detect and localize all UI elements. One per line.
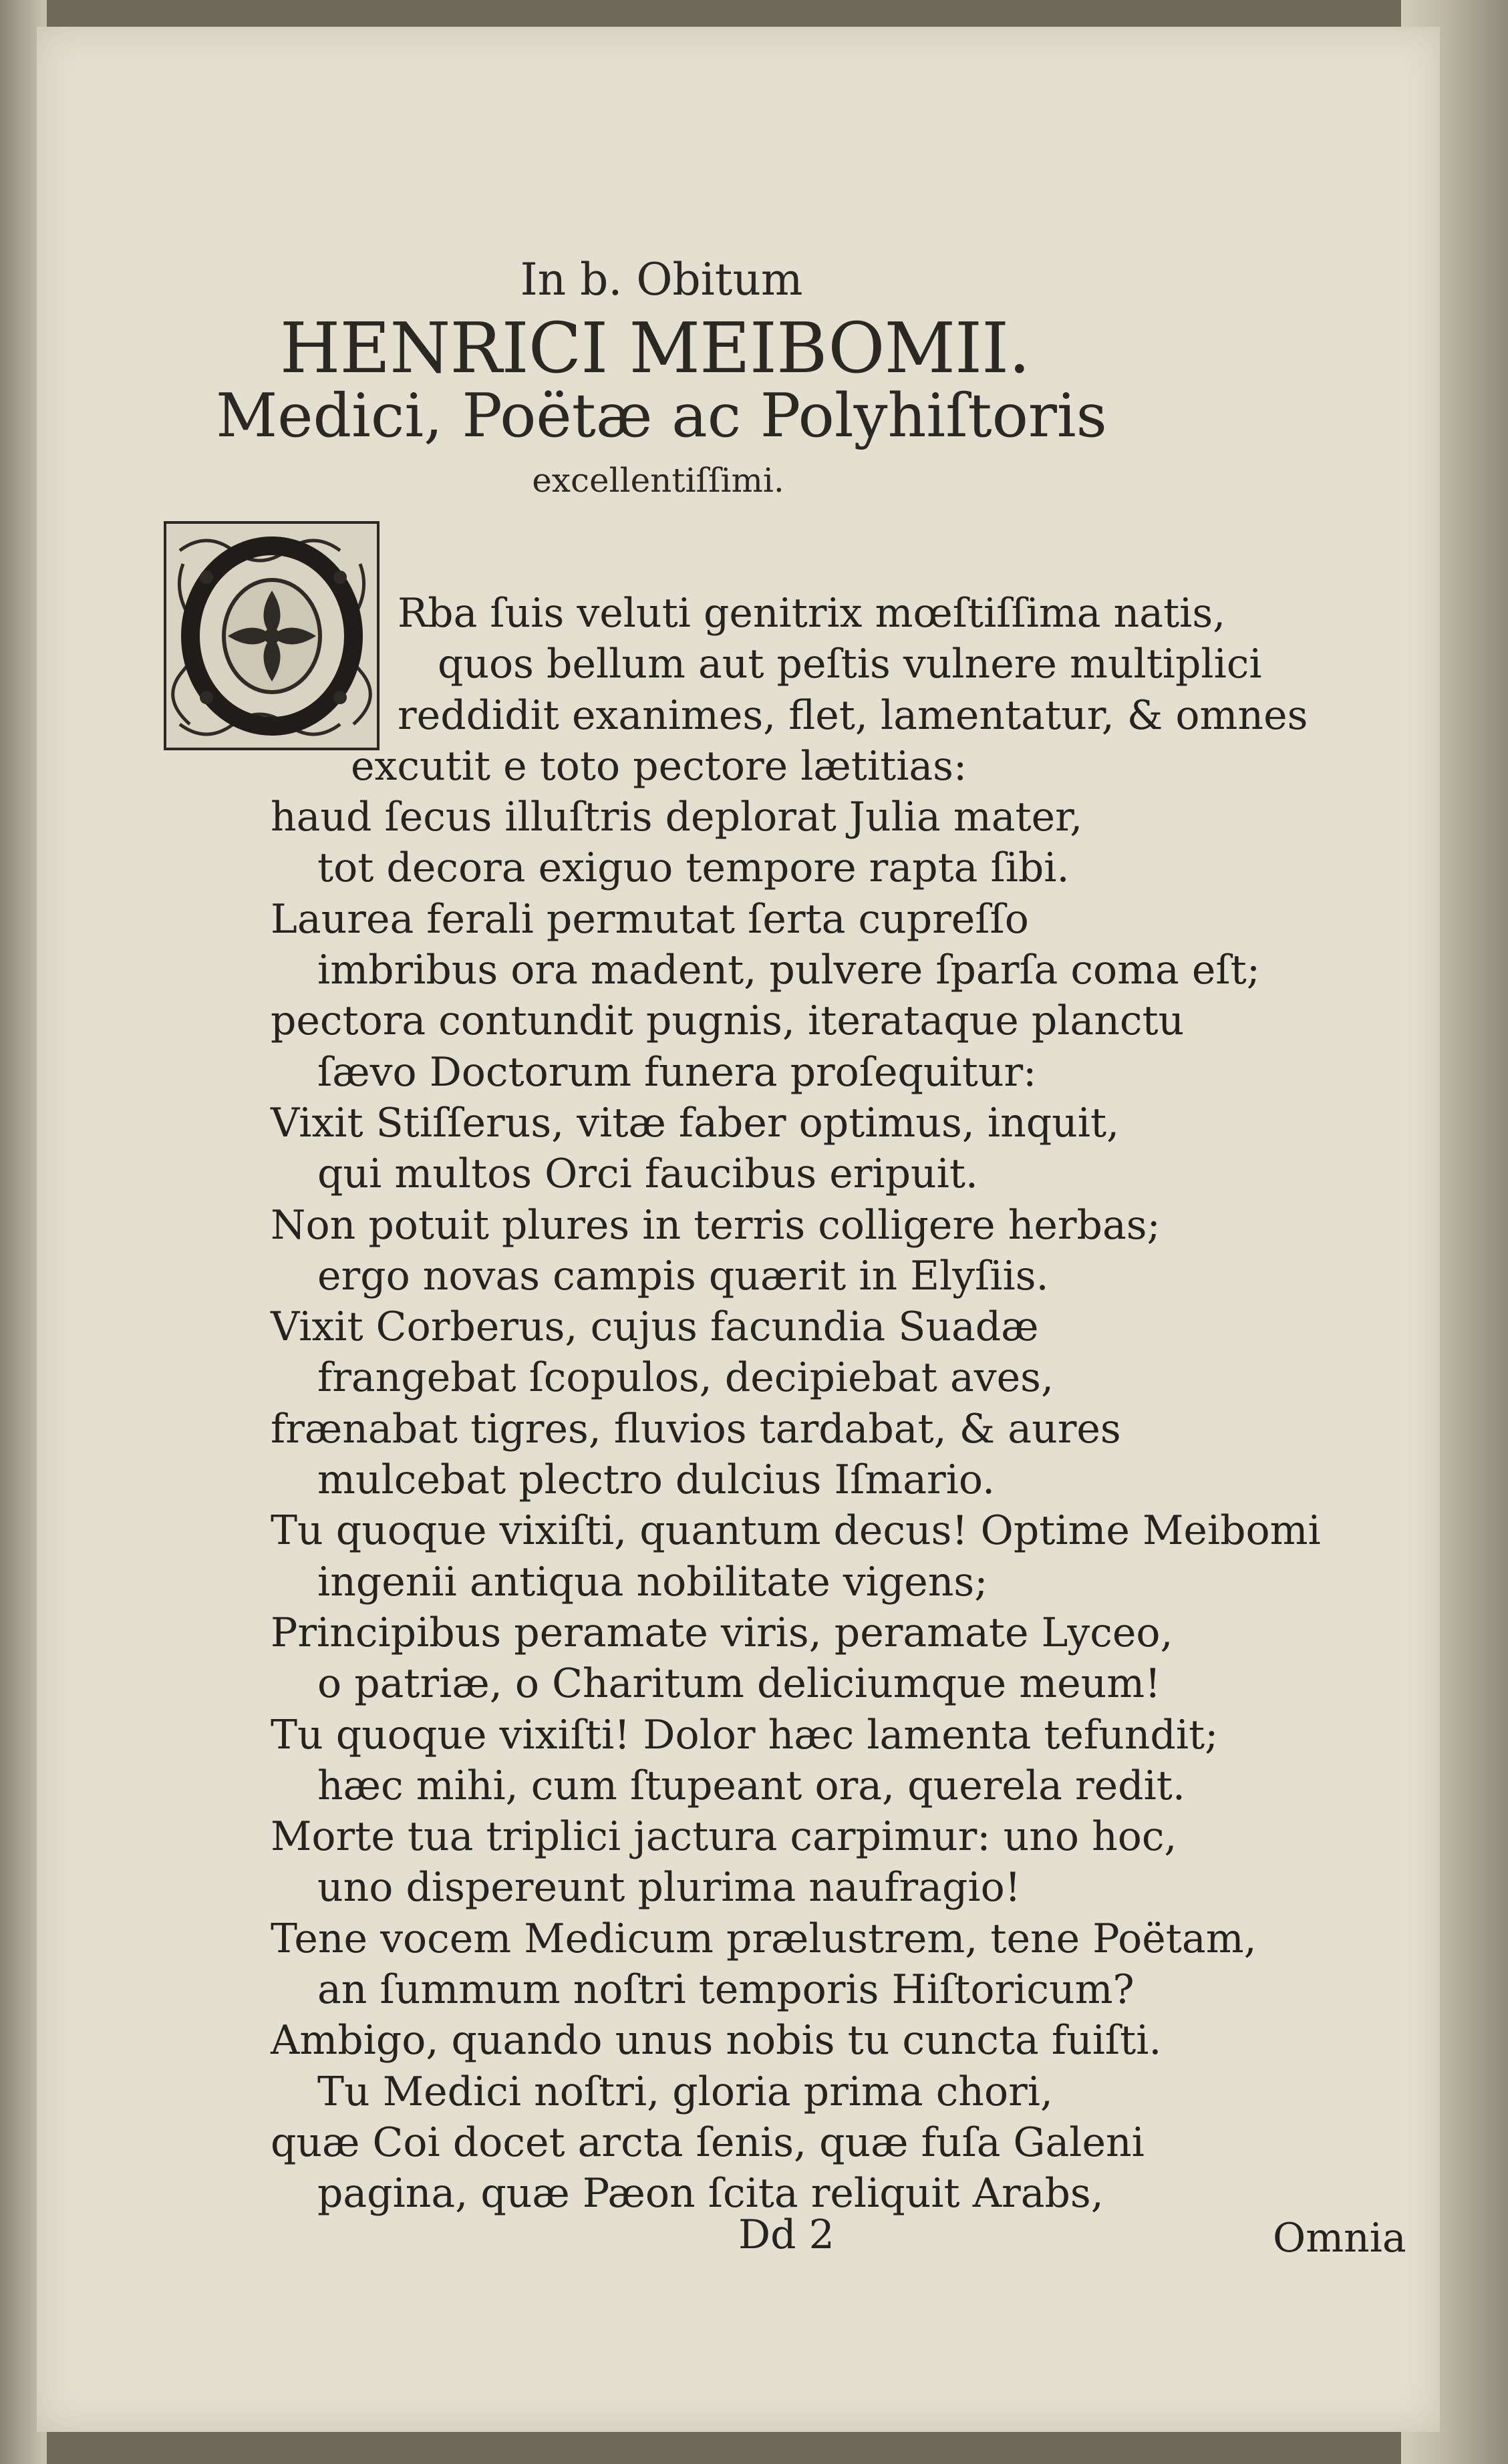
verse-line: pectora contundit pugnis, iterataque planctu <box>271 997 1185 1045</box>
heading-line-3: Medici, Poëtæ ac Polyhiſtoris <box>216 381 1107 451</box>
verse-line: o patriæ, o Charitum deliciumque meum! <box>317 1660 1161 1708</box>
verse-line: imbribus ora madent, pulvere ſparſa coma eſt; <box>317 947 1260 994</box>
verse-line: hæc mihi, cum ſtupeant ora, querela redit. <box>317 1762 1185 1809</box>
verse-line: Vixit Corberus, cujus facundia Suadæ <box>271 1303 1039 1351</box>
verse-line: Vixit Stiſſerus, vitæ faber optimus, inquit, <box>271 1099 1120 1146</box>
signature-mark: Dd 2 <box>738 2211 835 2258</box>
verse-line: pagina, quæ Pæon ſcita reliquit Arabs, <box>317 2170 1104 2217</box>
verse-line: frænabat tigres, fluvios tardabat, & aures <box>271 1405 1121 1452</box>
verse-line: haud ſecus illuſtris deplorat Julia mater, <box>271 794 1083 841</box>
verse-line: Tene vocem Medicum prælustrem, tene Poëtam, <box>271 1915 1257 1962</box>
verse-line: Principibus peramate viris, peramate Lyceo, <box>271 1609 1173 1656</box>
verse-line: quæ Coi docet arcta ſenis, quæ fuſa Galeni <box>271 2119 1145 2166</box>
book-page <box>37 27 1440 2432</box>
verse-line: quos bellum aut peſtis vulnere multiplici <box>438 641 1262 688</box>
poem-verse <box>271 588 1340 2219</box>
heading-line-4: excellentiſſimi. <box>532 461 784 500</box>
verse-line: Morte tua triplici jactura carpimur: uno hoc, <box>271 1813 1177 1861</box>
verse-line: mulcebat plectro dulcius Iſmario. <box>317 1456 996 1504</box>
verse-line: excutit e toto pectore lætitias: <box>351 742 967 790</box>
verse-line: Tu quoque vixiſti, quantum decus! Optime Meibomi <box>271 1507 1321 1555</box>
verse-line: frangebat ſcopulos, decipiebat aves, <box>317 1354 1054 1402</box>
verse-line: uno dispereunt plurima naufragio! <box>317 1864 1021 1911</box>
verse-line: Rba ſuis veluti genitrix mœſtiſſima natis, <box>398 590 1226 637</box>
verse-line: Ambigo, quando unus nobis tu cuncta fuiſti. <box>271 2017 1162 2064</box>
verse-line: Tu quoque vixiſti! Dolor hæc lamenta tefundit; <box>271 1711 1219 1758</box>
verse-line: reddidit exanimes, flet, lamentatur, & omnes <box>398 691 1308 739</box>
verse-line: ingenii antiqua nobilitate vigens; <box>317 1558 988 1605</box>
verse-line: an ſummum noſtri temporis Hiſtoricum? <box>317 1966 1135 2014</box>
verse-line: ergo novas campis quærit in Elyſiis. <box>317 1252 1049 1299</box>
verse-line: Tu Medici noſtri, gloria prima chori, <box>317 2068 1054 2115</box>
verse-line: qui multos Orci faucibus eripuit. <box>317 1150 979 1198</box>
verse-line: tot decora exiguo tempore rapta ſibi. <box>317 844 1070 892</box>
heading-line-1: In b. Obitum <box>520 254 803 305</box>
heading-name: HENRICI MEIBOMII. <box>279 307 1030 389</box>
catchword: Omnia <box>1273 2215 1406 2262</box>
verse-line: Non potuit plures in terris colligere herbas; <box>271 1201 1161 1249</box>
verse-line: ſævo Doctorum funera proſequitur: <box>317 1048 1037 1096</box>
verse-line: Laurea ferali permutat ſerta cupreſſo <box>271 895 1029 943</box>
